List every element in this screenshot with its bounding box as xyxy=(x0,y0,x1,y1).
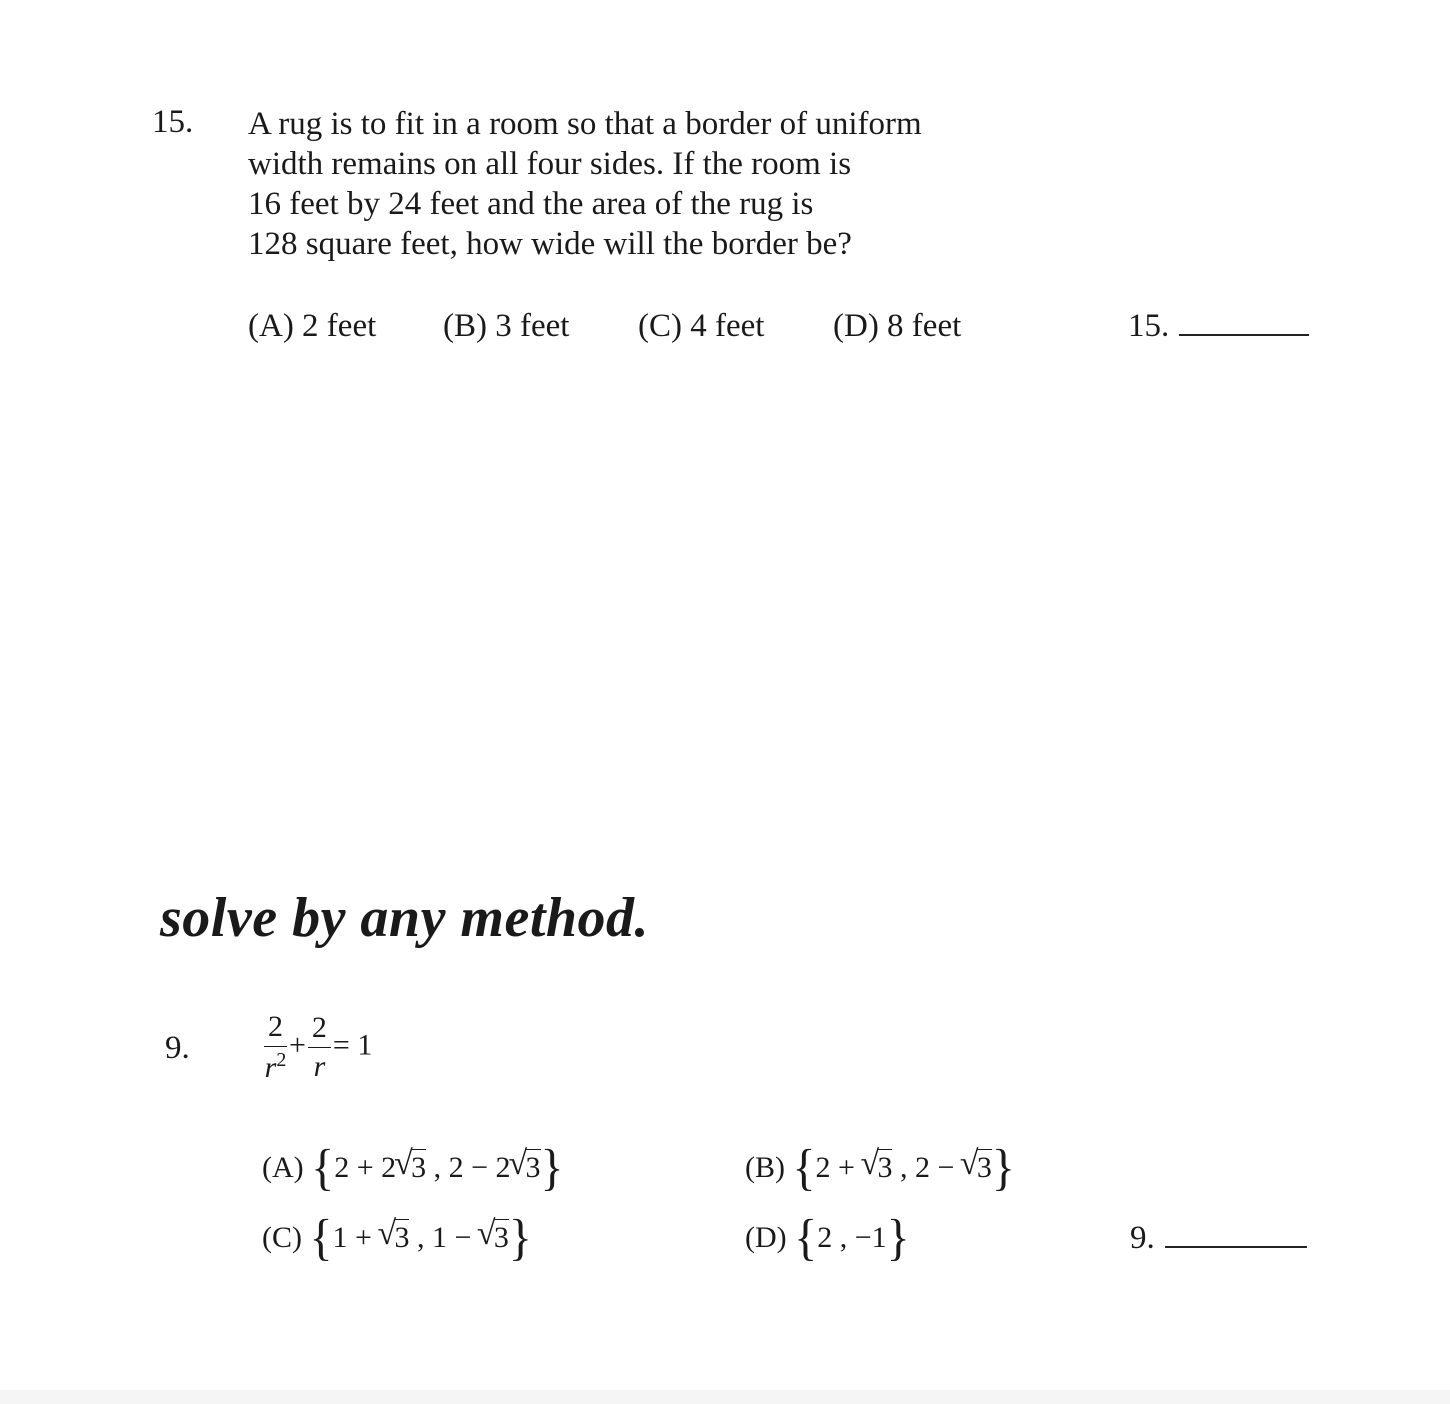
q9-choice-b: (B) {2 + √ 3 , 2 − √ 3} xyxy=(745,1140,1015,1195)
fraction-2-over-r: $\frac{2}{r}$ xyxy=(308,1011,331,1084)
q15-choice-a: (A) 2 feet xyxy=(248,308,377,344)
fraction-2-over-r-squared: $\frac{2}{r^2}$ xyxy=(264,1010,287,1084)
question-15-number: 15. xyxy=(152,104,194,140)
q15-choice-b: (B) 3 feet xyxy=(443,308,570,344)
question-9-number: 9. xyxy=(165,1030,190,1066)
q15-choice-d: (D) 8 feet xyxy=(833,308,962,344)
page-bottom-edge xyxy=(0,1390,1450,1404)
q9-choice-c: (C) {1 + √ 3 , 1 − √ 3} xyxy=(262,1210,532,1265)
q15-choice-c: (C) 4 feet xyxy=(638,308,765,344)
question-15-text: A rug is to fit in a room so that a border of uniform width remains on all four sides. If the room is 16 feet by 24 feet and the area of the rug is 128 square feet, how wide will the border be? xyxy=(248,106,922,262)
q9-answer-blank[interactable] xyxy=(1130,1220,1307,1257)
q9-choice-d: (D) {2 , −1} xyxy=(745,1209,910,1266)
q9-answer-label: 9. xyxy=(1130,1220,1155,1256)
q9-choice-a: (A) {2 + 2√ 3 , 2 − 2√ 3} xyxy=(262,1140,564,1195)
answer-line[interactable] xyxy=(1179,333,1309,336)
answer-line[interactable] xyxy=(1165,1245,1307,1248)
q9-equation: $\frac{2}{r^2}$ + $\frac{2}{r}$ = 1 xyxy=(264,1010,373,1084)
q15-answer-blank[interactable] xyxy=(1128,308,1309,345)
q15-answer-label: 15. xyxy=(1128,308,1170,344)
section-heading: solve by any method. xyxy=(160,887,650,949)
